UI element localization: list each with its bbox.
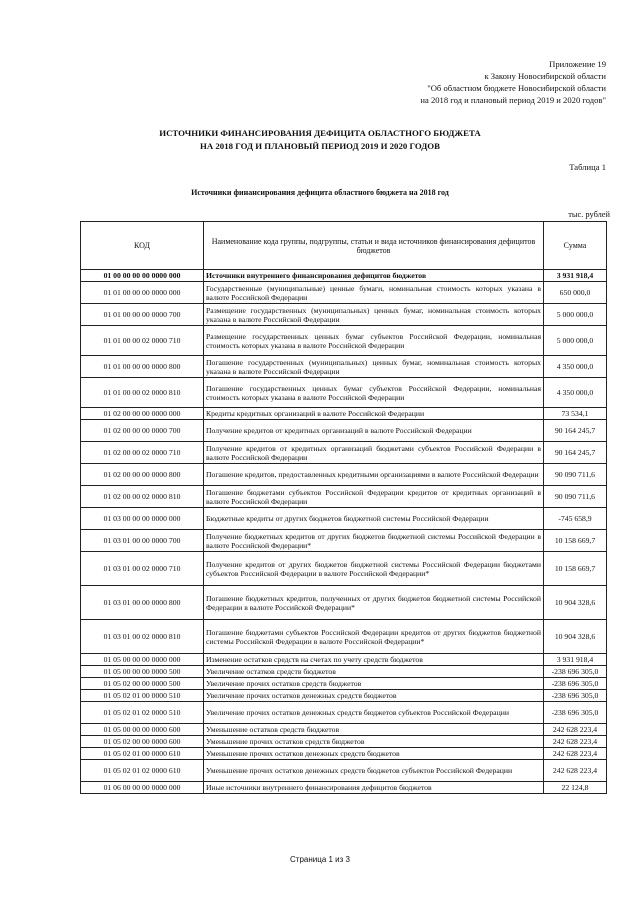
title-line: НА 2018 ГОД И ПЛАНОВЫЙ ПЕРИОД 2019 И 2020 ГОДОВ	[200, 140, 440, 151]
amount-cell: 4 350 000,0	[544, 378, 607, 408]
amount-cell: 10 158 669,7	[544, 530, 607, 552]
name-cell: Размещение государственных ценных бумаг субъектов Российской Федерации, номинальная стоимость которых указана в валюте Российской Федерации	[204, 326, 544, 356]
table-row	[81, 486, 607, 508]
amount-cell: -238 696 305,0	[544, 678, 607, 690]
table-row	[81, 408, 607, 420]
table-row	[81, 508, 607, 530]
units-label: тыс. рублей	[568, 210, 610, 219]
name-cell: Погашение государственных (муниципальных) ценных бумаг, номинальная стоимость которых указана в валюте Российской Федерации	[204, 356, 544, 378]
name-cell: Увеличение прочих остатков денежных средств бюджетов	[204, 690, 544, 702]
table-number: Таблица 1	[569, 162, 606, 172]
amount-cell: 90 164 245,7	[544, 420, 607, 442]
amount-cell: 10 904 328,6	[544, 586, 607, 620]
annex-line: к Закону Новосибирской области	[484, 71, 606, 81]
table-row	[81, 270, 607, 282]
code-cell: 01 06 00 00 00 0000 000	[81, 782, 204, 794]
amount-cell: 22 124,8	[544, 782, 607, 794]
name-cell: Погашение бюджетами субъектов Российской Федерации кредитов от кредитных организаций в валюте Российской Федерации	[204, 486, 544, 508]
table-row	[81, 356, 607, 378]
amount-cell: 650 000,0	[544, 282, 607, 304]
title-line: ИСТОЧНИКИ ФИНАНСИРОВАНИЯ ДЕФИЦИТА ОБЛАСТНОГО БЮДЖЕТА	[159, 128, 481, 138]
code-cell: 01 01 00 00 00 0000 800	[81, 356, 204, 378]
amount-cell: 242 628 223,4	[544, 736, 607, 748]
name-cell: Погашение кредитов, предоставленных кредитными организациями в валюте Российской Федерации	[204, 464, 544, 486]
amount-cell: 3 931 918,4	[544, 654, 607, 666]
code-cell: 01 03 01 00 00 0000 800	[81, 586, 204, 620]
column-header-code: КОД	[81, 222, 204, 270]
amount-cell: 90 090 711,6	[544, 464, 607, 486]
table-row	[81, 782, 607, 794]
amount-cell: 10 904 328,6	[544, 620, 607, 654]
name-cell: Получение кредитов от кредитных организаций в валюте Российской Федерации	[204, 420, 544, 442]
table-row	[81, 666, 607, 678]
table-row	[81, 552, 607, 586]
code-cell: 01 01 00 00 02 0000 710	[81, 326, 204, 356]
annex-reference	[286, 58, 606, 106]
code-cell: 01 05 00 00 00 0000 500	[81, 666, 204, 678]
code-cell: 01 02 00 00 00 0000 000	[81, 408, 204, 420]
amount-cell: 90 090 711,6	[544, 486, 607, 508]
table-row	[81, 282, 607, 304]
code-cell: 01 03 01 00 00 0000 700	[81, 530, 204, 552]
code-cell: 01 01 00 00 00 0000 700	[81, 304, 204, 326]
code-cell: 01 02 00 00 00 0000 700	[81, 420, 204, 442]
table-body	[81, 270, 607, 794]
table-row	[81, 442, 607, 464]
code-cell: 01 05 02 01 00 0000 510	[81, 690, 204, 702]
table-row	[81, 378, 607, 408]
table-row	[81, 760, 607, 782]
code-cell: 01 05 00 00 00 0000 600	[81, 724, 204, 736]
code-cell: 01 05 02 01 02 0000 510	[81, 702, 204, 724]
table-row	[81, 702, 607, 724]
name-cell: Погашение бюджетных кредитов, полученных от других бюджетов бюджетной системы Российской Федерации в валюте Российской Федерации*	[204, 586, 544, 620]
name-cell: Увеличение остатков средств бюджетов	[204, 666, 544, 678]
amount-cell: 5 000 000,0	[544, 304, 607, 326]
amount-cell: 90 164 245,7	[544, 442, 607, 464]
document-title	[0, 127, 640, 152]
table-row	[81, 654, 607, 666]
table-subtitle: Источники финансирования дефицита областного бюджета на 2018 год	[191, 188, 449, 197]
table-row	[81, 678, 607, 690]
amount-cell: -238 696 305,0	[544, 690, 607, 702]
name-cell: Увеличение прочих остатков средств бюджетов	[204, 678, 544, 690]
table-row	[81, 586, 607, 620]
amount-cell: -238 696 305,0	[544, 666, 607, 678]
code-cell: 01 03 01 00 02 0000 810	[81, 620, 204, 654]
code-cell: 01 05 02 00 00 0000 600	[81, 736, 204, 748]
table-row	[81, 326, 607, 356]
financing-sources-table	[80, 221, 607, 794]
column-header-name: Наименование кода группы, подгруппы, статьи и вида источников финансирования дефицитов бюджетов	[204, 222, 544, 270]
code-cell: 01 02 00 00 02 0000 810	[81, 486, 204, 508]
code-cell: 01 00 00 00 00 0000 000	[81, 270, 204, 282]
name-cell: Уменьшение прочих остатков средств бюджетов	[204, 736, 544, 748]
name-cell: Изменение остатков средств на счетах по учету средств бюджетов	[204, 654, 544, 666]
table-row	[81, 748, 607, 760]
code-cell: 01 05 02 00 00 0000 500	[81, 678, 204, 690]
code-cell: 01 01 00 00 02 0000 810	[81, 378, 204, 408]
column-header-amount: Сумма	[544, 222, 607, 270]
table-row	[81, 620, 607, 654]
table-row	[81, 464, 607, 486]
amount-cell: -238 696 305,0	[544, 702, 607, 724]
name-cell: Погашение бюджетами субъектов Российской Федерации кредитов от других бюджетов бюджетной системы Российской Федерации в валюте Российской Федерации*	[204, 620, 544, 654]
code-cell: 01 02 00 00 02 0000 710	[81, 442, 204, 464]
name-cell: Уменьшение остатков средств бюджетов	[204, 724, 544, 736]
amount-cell: 242 628 223,4	[544, 748, 607, 760]
amount-cell: 10 158 669,7	[544, 552, 607, 586]
code-cell: 01 05 00 00 00 0000 000	[81, 654, 204, 666]
code-cell: 01 05 02 01 02 0000 610	[81, 760, 204, 782]
name-cell: Погашение государственных ценных бумаг субъектов Российской Федерации, номинальная стоимость которых указана в валюте Российской Федерации	[204, 378, 544, 408]
amount-cell: 5 000 000,0	[544, 326, 607, 356]
name-cell: Уменьшение прочих остатков денежных средств бюджетов субъектов Российской Федерации	[204, 760, 544, 782]
table-row	[81, 736, 607, 748]
name-cell: Государственные (муниципальные) ценные бумаги, номинальная стоимость которых указана в валюте Российской Федерации	[204, 282, 544, 304]
table-row	[81, 420, 607, 442]
table-row	[81, 724, 607, 736]
table-row	[81, 690, 607, 702]
name-cell: Получение кредитов от других бюджетов бюджетной системы Российской Федерации бюджетами субъектов Российской Федерации в валюте Российской Федерации*	[204, 552, 544, 586]
name-cell: Увеличение прочих остатков денежных средств бюджетов субъектов Российской Федерации	[204, 702, 544, 724]
name-cell: Получение кредитов от кредитных организаций бюджетами субъектов Российской Федерации в валюте Российской Федерации	[204, 442, 544, 464]
code-cell: 01 05 02 01 00 0000 610	[81, 748, 204, 760]
name-cell: Кредиты кредитных организаций в валюте Российской Федерации	[204, 408, 544, 420]
name-cell: Получение бюджетных кредитов от других бюджетов бюджетной системы Российской Федерации в валюте Российской Федерации*	[204, 530, 544, 552]
name-cell: Размещение государственных (муниципальных) ценных бумаг, номинальная стоимость которых указана в валюте Российской Федерации	[204, 304, 544, 326]
name-cell: Бюджетные кредиты от других бюджетов бюджетной системы Российской Федерации	[204, 508, 544, 530]
amount-cell: 3 931 918,4	[544, 270, 607, 282]
annex-line: "Об областном бюджете Новосибирской области	[427, 83, 606, 93]
table-header-row	[81, 222, 607, 270]
code-cell: 01 03 01 00 02 0000 710	[81, 552, 204, 586]
amount-cell: 242 628 223,4	[544, 724, 607, 736]
annex-line: на 2018 год и плановый период 2019 и 2020 годов"	[420, 95, 606, 105]
table-row	[81, 304, 607, 326]
amount-cell: -745 658,9	[544, 508, 607, 530]
code-cell: 01 03 00 00 00 0000 000	[81, 508, 204, 530]
name-cell: Уменьшение прочих остатков денежных средств бюджетов	[204, 748, 544, 760]
name-cell: Иные источники внутреннего финансирования дефицитов бюджетов	[204, 782, 544, 794]
name-cell: Источники внутреннего финансирования дефицитов бюджетов	[204, 270, 544, 282]
annex-line: Приложение 19	[549, 59, 606, 69]
amount-cell: 4 350 000,0	[544, 356, 607, 378]
code-cell: 01 01 00 00 00 0000 000	[81, 282, 204, 304]
amount-cell: 73 534,1	[544, 408, 607, 420]
page-number: Страница 1 из 3	[290, 855, 350, 864]
amount-cell: 242 628 223,4	[544, 760, 607, 782]
table-row	[81, 530, 607, 552]
code-cell: 01 02 00 00 00 0000 800	[81, 464, 204, 486]
